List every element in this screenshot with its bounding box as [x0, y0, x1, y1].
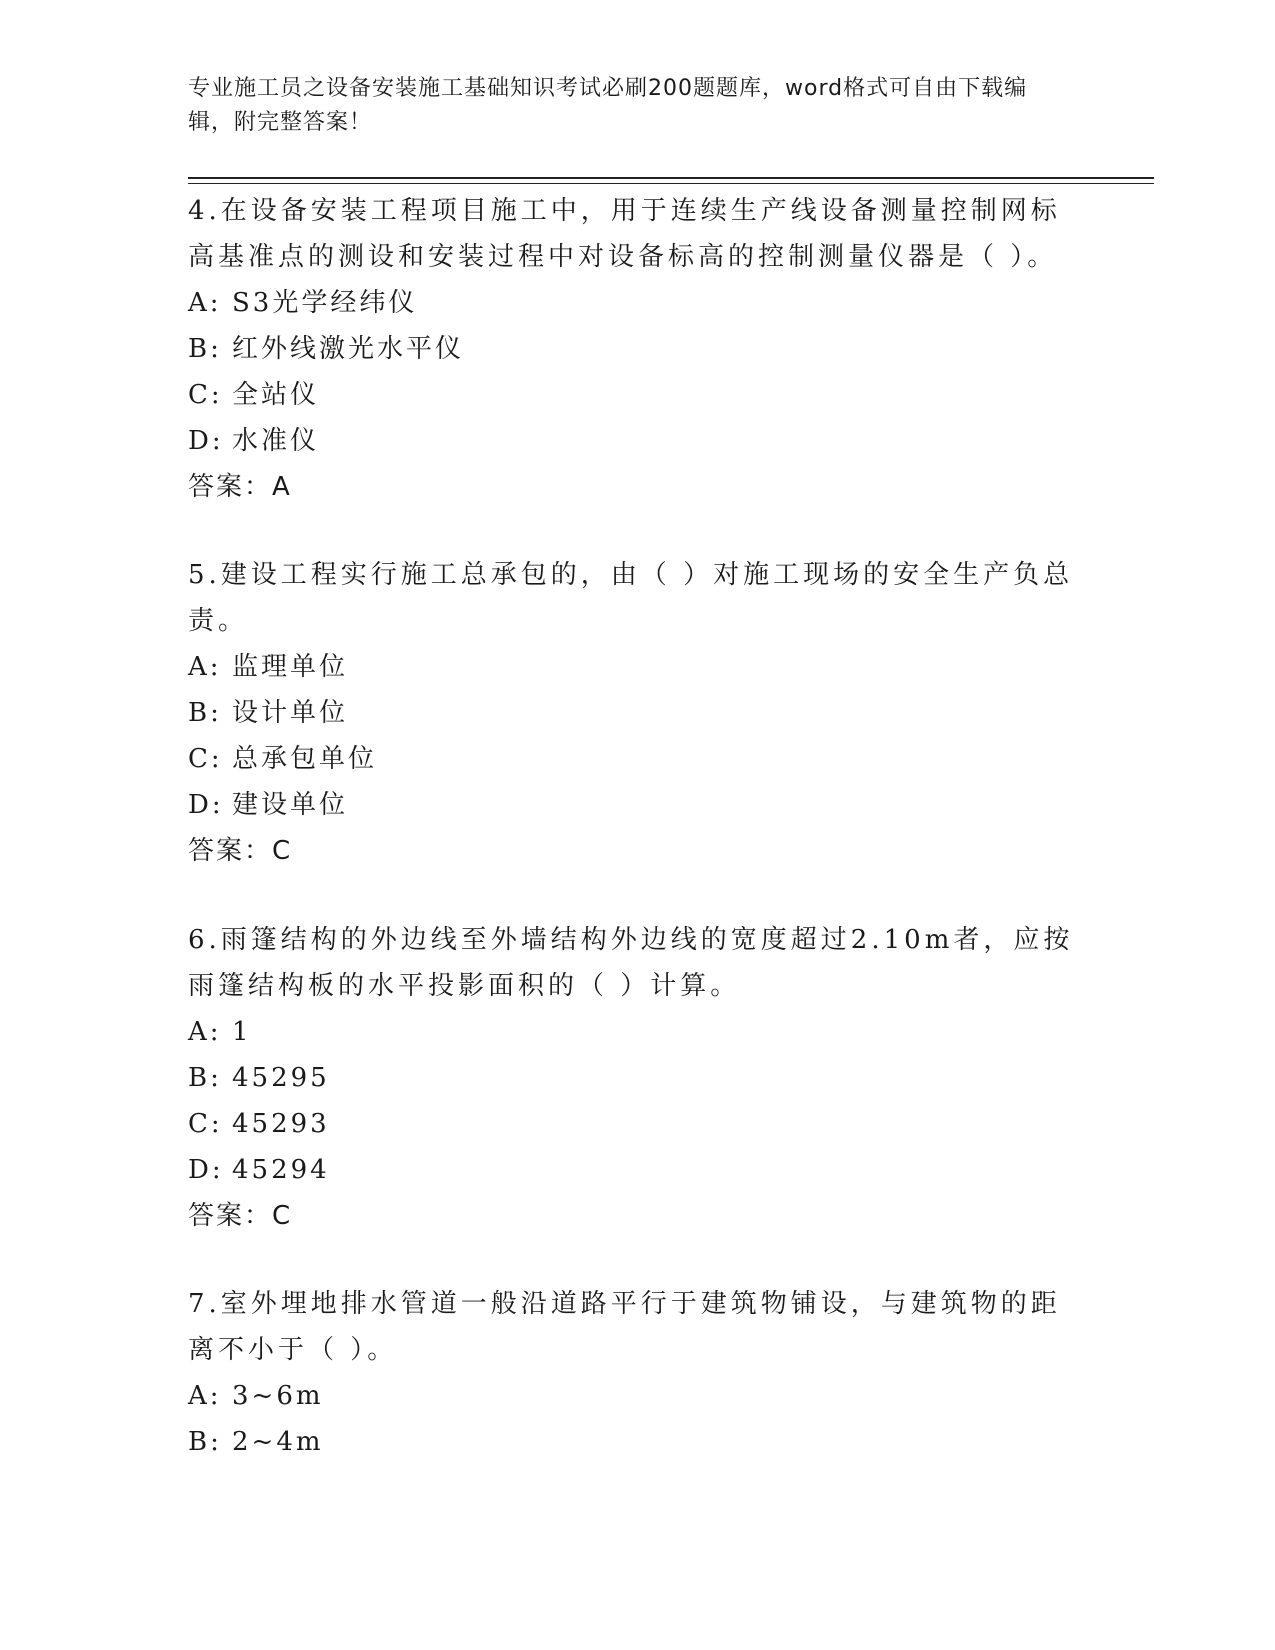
header-divider-thin: [188, 183, 1154, 184]
option-letter: B:: [188, 1063, 222, 1093]
option-letter: C:: [188, 1109, 223, 1139]
option-a: [188, 644, 1088, 690]
option-text: 红外线激光水平仪: [232, 334, 465, 364]
option-text: S3光学经纬仪: [232, 288, 418, 318]
document-header: 专业施工员之设备安装施工基础知识考试必刷200题题库，word格式可自由下载编辑，附完整答案！: [188, 76, 1028, 135]
option-text: 45295: [232, 1063, 330, 1093]
option-letter: D:: [188, 1155, 224, 1185]
option-d: [188, 418, 1088, 464]
option-letter: B:: [188, 698, 222, 728]
answer-line: 答案：C: [188, 836, 293, 866]
question-5: [188, 552, 1088, 874]
option-text: 45294: [232, 1155, 330, 1185]
option-letter: C:: [188, 744, 223, 774]
option-text: 全站仪: [232, 380, 320, 410]
answer-line: 答案：C: [188, 1201, 293, 1231]
option-letter: B:: [188, 1427, 222, 1457]
question-stem: 6.雨篷结构的外边线至外墙结构外边线的宽度超过2.10m者，应按雨篷结构板的水平投影面积的（ ）计算。: [188, 925, 1074, 1001]
option-c: [188, 372, 1088, 418]
option-a: [188, 1373, 1088, 1419]
option-b: [188, 1419, 1088, 1465]
option-letter: D:: [188, 790, 224, 820]
option-b: [188, 690, 1088, 736]
option-text: 总承包单位: [232, 744, 378, 774]
option-text: 1: [232, 1017, 252, 1047]
option-d: [188, 1147, 1088, 1193]
option-a: [188, 280, 1088, 326]
question-6: [188, 917, 1088, 1239]
option-c: [188, 1101, 1088, 1147]
option-d: [188, 782, 1088, 828]
option-text: 水准仪: [232, 426, 320, 456]
question-7: [188, 1281, 1088, 1465]
option-letter: A:: [188, 652, 222, 682]
option-letter: C:: [188, 380, 223, 410]
option-b: [188, 1055, 1088, 1101]
option-letter: A:: [188, 1381, 222, 1411]
option-letter: A:: [188, 288, 222, 318]
question-stem: 5.建设工程实行施工总承包的，由（ ）对施工现场的安全生产负总责。: [188, 560, 1074, 636]
option-letter: D:: [188, 426, 224, 456]
option-a: [188, 1009, 1088, 1055]
option-b: [188, 326, 1088, 372]
question-stem: 7.室外埋地排水管道一般沿道路平行于建筑物铺设，与建筑物的距离不小于（ ）。: [188, 1289, 1061, 1365]
option-letter: A:: [188, 1017, 222, 1047]
header-divider-thick: [188, 177, 1154, 179]
option-text: 设计单位: [232, 698, 349, 728]
question-stem: 4.在设备安装工程项目施工中，用于连续生产线设备测量控制网标高基准点的测设和安装过程中对设备标高的控制测量仪器是（ ）。: [188, 196, 1061, 272]
option-text: 建设单位: [232, 790, 349, 820]
option-text: 监理单位: [232, 652, 349, 682]
option-letter: B:: [188, 334, 222, 364]
answer-line: 答案：A: [188, 472, 292, 502]
option-c: [188, 736, 1088, 782]
option-text: 3~6m: [232, 1381, 324, 1411]
option-text: 45293: [232, 1109, 330, 1139]
question-4: [188, 188, 1088, 510]
option-text: 2~4m: [232, 1427, 324, 1457]
